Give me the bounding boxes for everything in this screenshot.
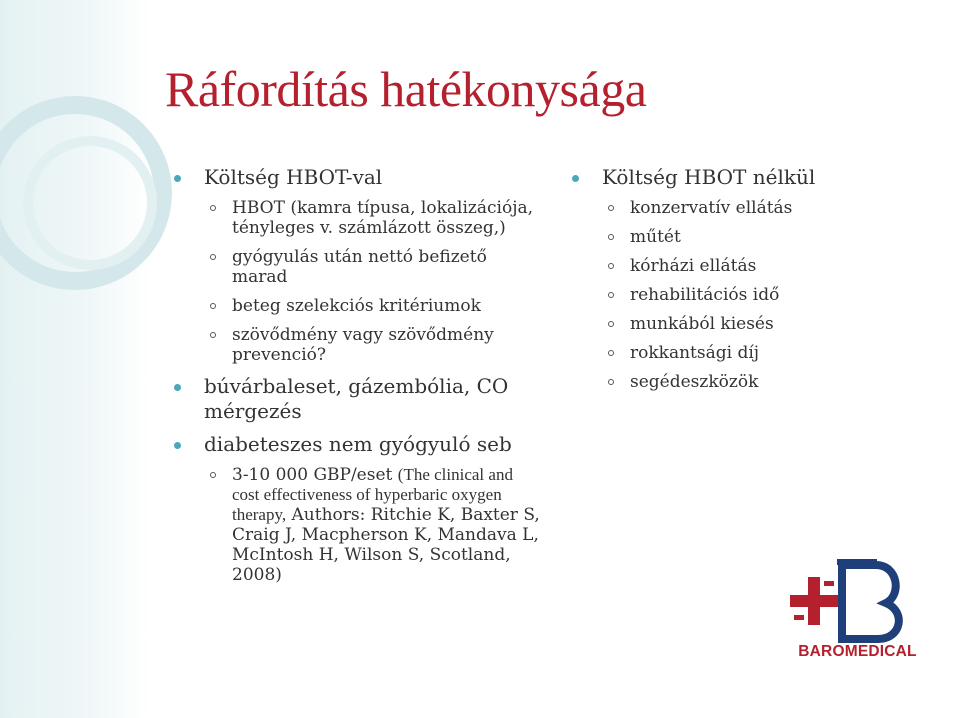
sub-bullet-icon [210,205,216,211]
list-item: szövődmény vagy szövődmény prevenció? [170,325,540,365]
list-item: gyógyulás után nettó befizető marad [170,247,540,287]
list-item: műtét [568,227,928,247]
right-heading-item [568,165,928,190]
sub-bullet-icon [210,254,216,260]
list-item: kórházi ellátás [568,256,928,276]
list-item: HBOT (kamra típusa, lokalizációja, tényleges v. számlázott összeg,) [170,198,540,238]
bullet-icon [174,175,181,182]
sub-bullet-icon [608,379,614,385]
list-item: rehabilitációs idő [568,285,928,305]
decorative-circles-icon [0,88,180,298]
cost-amount: 3-10 000 GBP/eset [232,465,393,485]
list-item: munkából kiesés [568,314,928,334]
list-item: diabeteszes nem gyógyuló seb [170,432,540,457]
page-title: Ráfordítás hatékonysága [165,61,647,117]
reference-authors: Authors: Ritchie K, Baxter S, Craig J, Macpherson K, Mandava L, McIntosh H, Wilson S, Scotland, 2008) [232,505,540,585]
list-item: rokkantsági díj [568,343,928,363]
list-item: segédeszközök [568,372,928,392]
sub-bullet-icon [608,263,614,269]
list-item: konzervatív ellátás [568,198,928,218]
bullet-icon [174,442,181,449]
sub-bullet-icon [608,205,614,211]
reference-title: (The clinical and cost effectiveness of hyperbaric oxygen therapy, [232,465,513,524]
sub-bullet-icon [210,332,216,338]
sub-bullet-icon [210,303,216,309]
bullet-icon [174,384,181,391]
list-item: búvárbaleset, gázembólia, CO mérgezés [170,374,540,424]
left-heading-item [170,165,540,190]
left-column [170,165,540,594]
sub-bullet-icon [608,321,614,327]
sub-bullet-icon [608,292,614,298]
sub-bullet-icon [210,472,216,478]
right-column [568,165,928,401]
right-heading: Költség HBOT nélkül [602,165,816,189]
list-item: beteg szelekciós kritériumok [170,296,540,316]
logo-text: BAROMEDICAL [798,643,917,660]
bullet-icon [572,175,579,182]
sub-bullet-icon [608,350,614,356]
cost-reference-item [170,465,540,585]
baromedical-logo-icon [790,555,925,645]
sub-bullet-icon [608,234,614,240]
baromedical-logo [790,555,925,665]
left-heading: Költség HBOT-val [204,165,383,189]
